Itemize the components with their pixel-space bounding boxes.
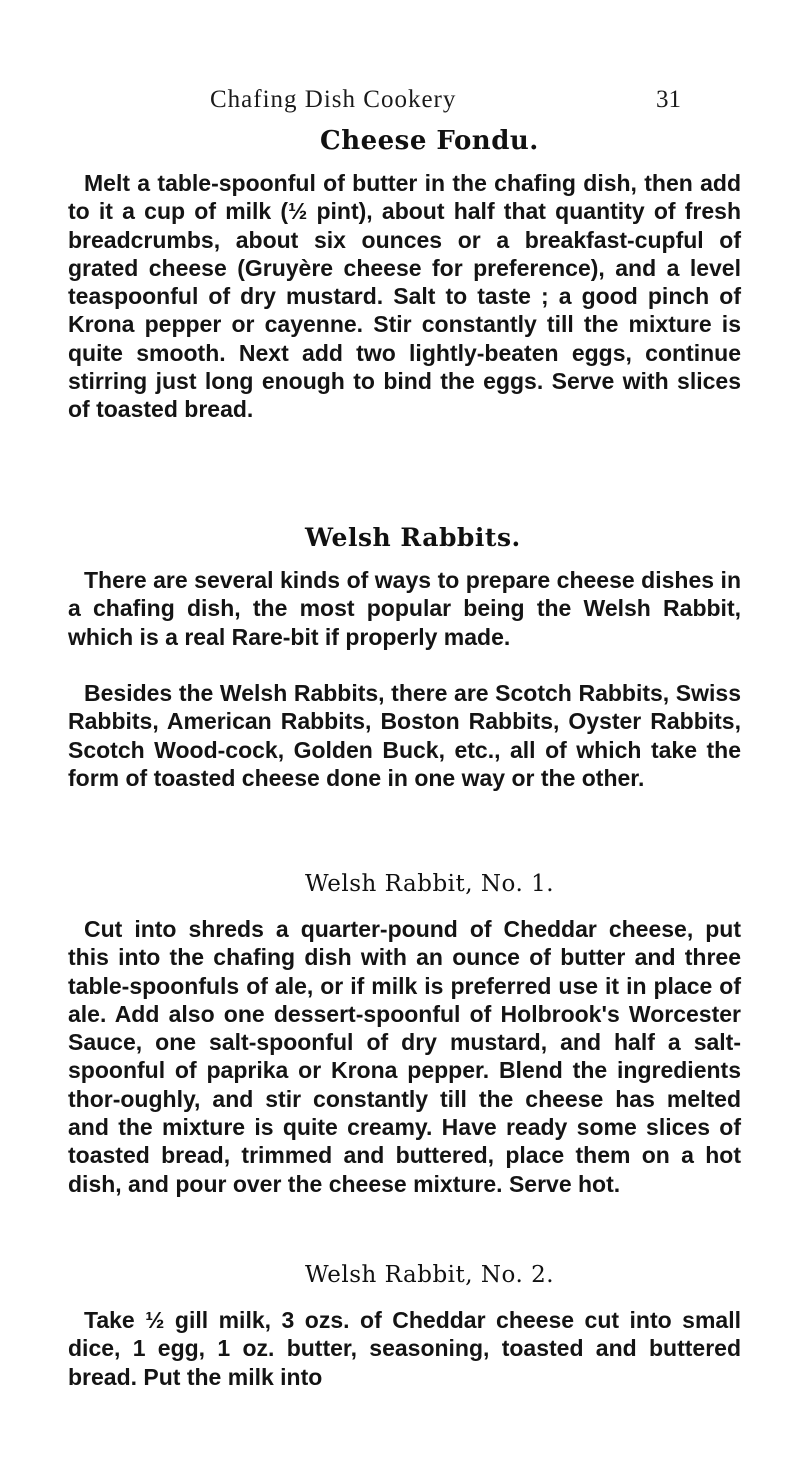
paragraph-welsh-rabbit-no2: Take ½ gill milk, 3 ozs. of Cheddar cheese cut into small dice, 1 egg, 1 oz. butter, seasoning, toasted and buttered bread. Put the milk into xyxy=(68,1307,741,1390)
page-number: 31 xyxy=(656,86,681,113)
section-heading-welsh-rabbit-no2: Welsh Rabbit, No. 2. xyxy=(305,1262,555,1288)
section-heading-welsh-rabbit-no1: Welsh Rabbit, No. 1. xyxy=(305,871,555,897)
section-heading-cheese-fondu: Cheese Fondu. xyxy=(320,126,539,156)
paragraph-welsh-rabbits-intro: There are several kinds of ways to prepare cheese dishes in a chafing dish, the most popular being the Welsh Rabbit, which is a real Rare-bit if properly made. xyxy=(68,567,741,650)
paragraph-welsh-rabbit-no1: Cut into shreds a quarter-pound of Cheddar cheese, put this into the chafing dish with an ounce of butter and three table-spoonfuls of ale, or if milk is preferred use it in place of ale. Add also one dessert-spoonful of Holbrook's Worcester Sauce, one salt-spoonful of dry mustard, and half a salt-spoonful of paprika or Krona pepper. Blend the ingredients thor-oughly, and stir constantly till the cheese has melted and the mixture is quite creamy. Have ready some slices of toasted bread, trimmed and buttered, place them on a hot dish, and pour over the cheese mixture. Serve hot. xyxy=(68,916,741,1197)
running-title: Chafing Dish Cookery xyxy=(210,86,457,113)
paragraph-welsh-rabbits-varieties: Besides the Welsh Rabbits, there are Scotch Rabbits, Swiss Rabbits, American Rabbits, Boston Rabbits, Oyster Rabbits, Scotch Wood-cock, Golden Buck, etc., all of which take the form of toasted cheese done in one way or the other. xyxy=(68,680,741,791)
paragraph-cheese-fondu: Melt a table-spoonful of butter in the chafing dish, then add to it a cup of milk (½ pint), about half that quantity of fresh breadcrumbs, about six ounces or a breakfast-cupful of grated cheese (Gruyère cheese for preference), and a level teaspoonful of dry mustard. Salt to taste ; a good pinch of Krona pepper or cayenne. Stir constantly till the mixture is quite smooth. Next add two lightly-beaten eggs, continue stirring just long enough to bind the eggs. Serve with slices of toasted bread. xyxy=(68,170,741,423)
section-heading-welsh-rabbits: Welsh Rabbits. xyxy=(305,523,521,552)
